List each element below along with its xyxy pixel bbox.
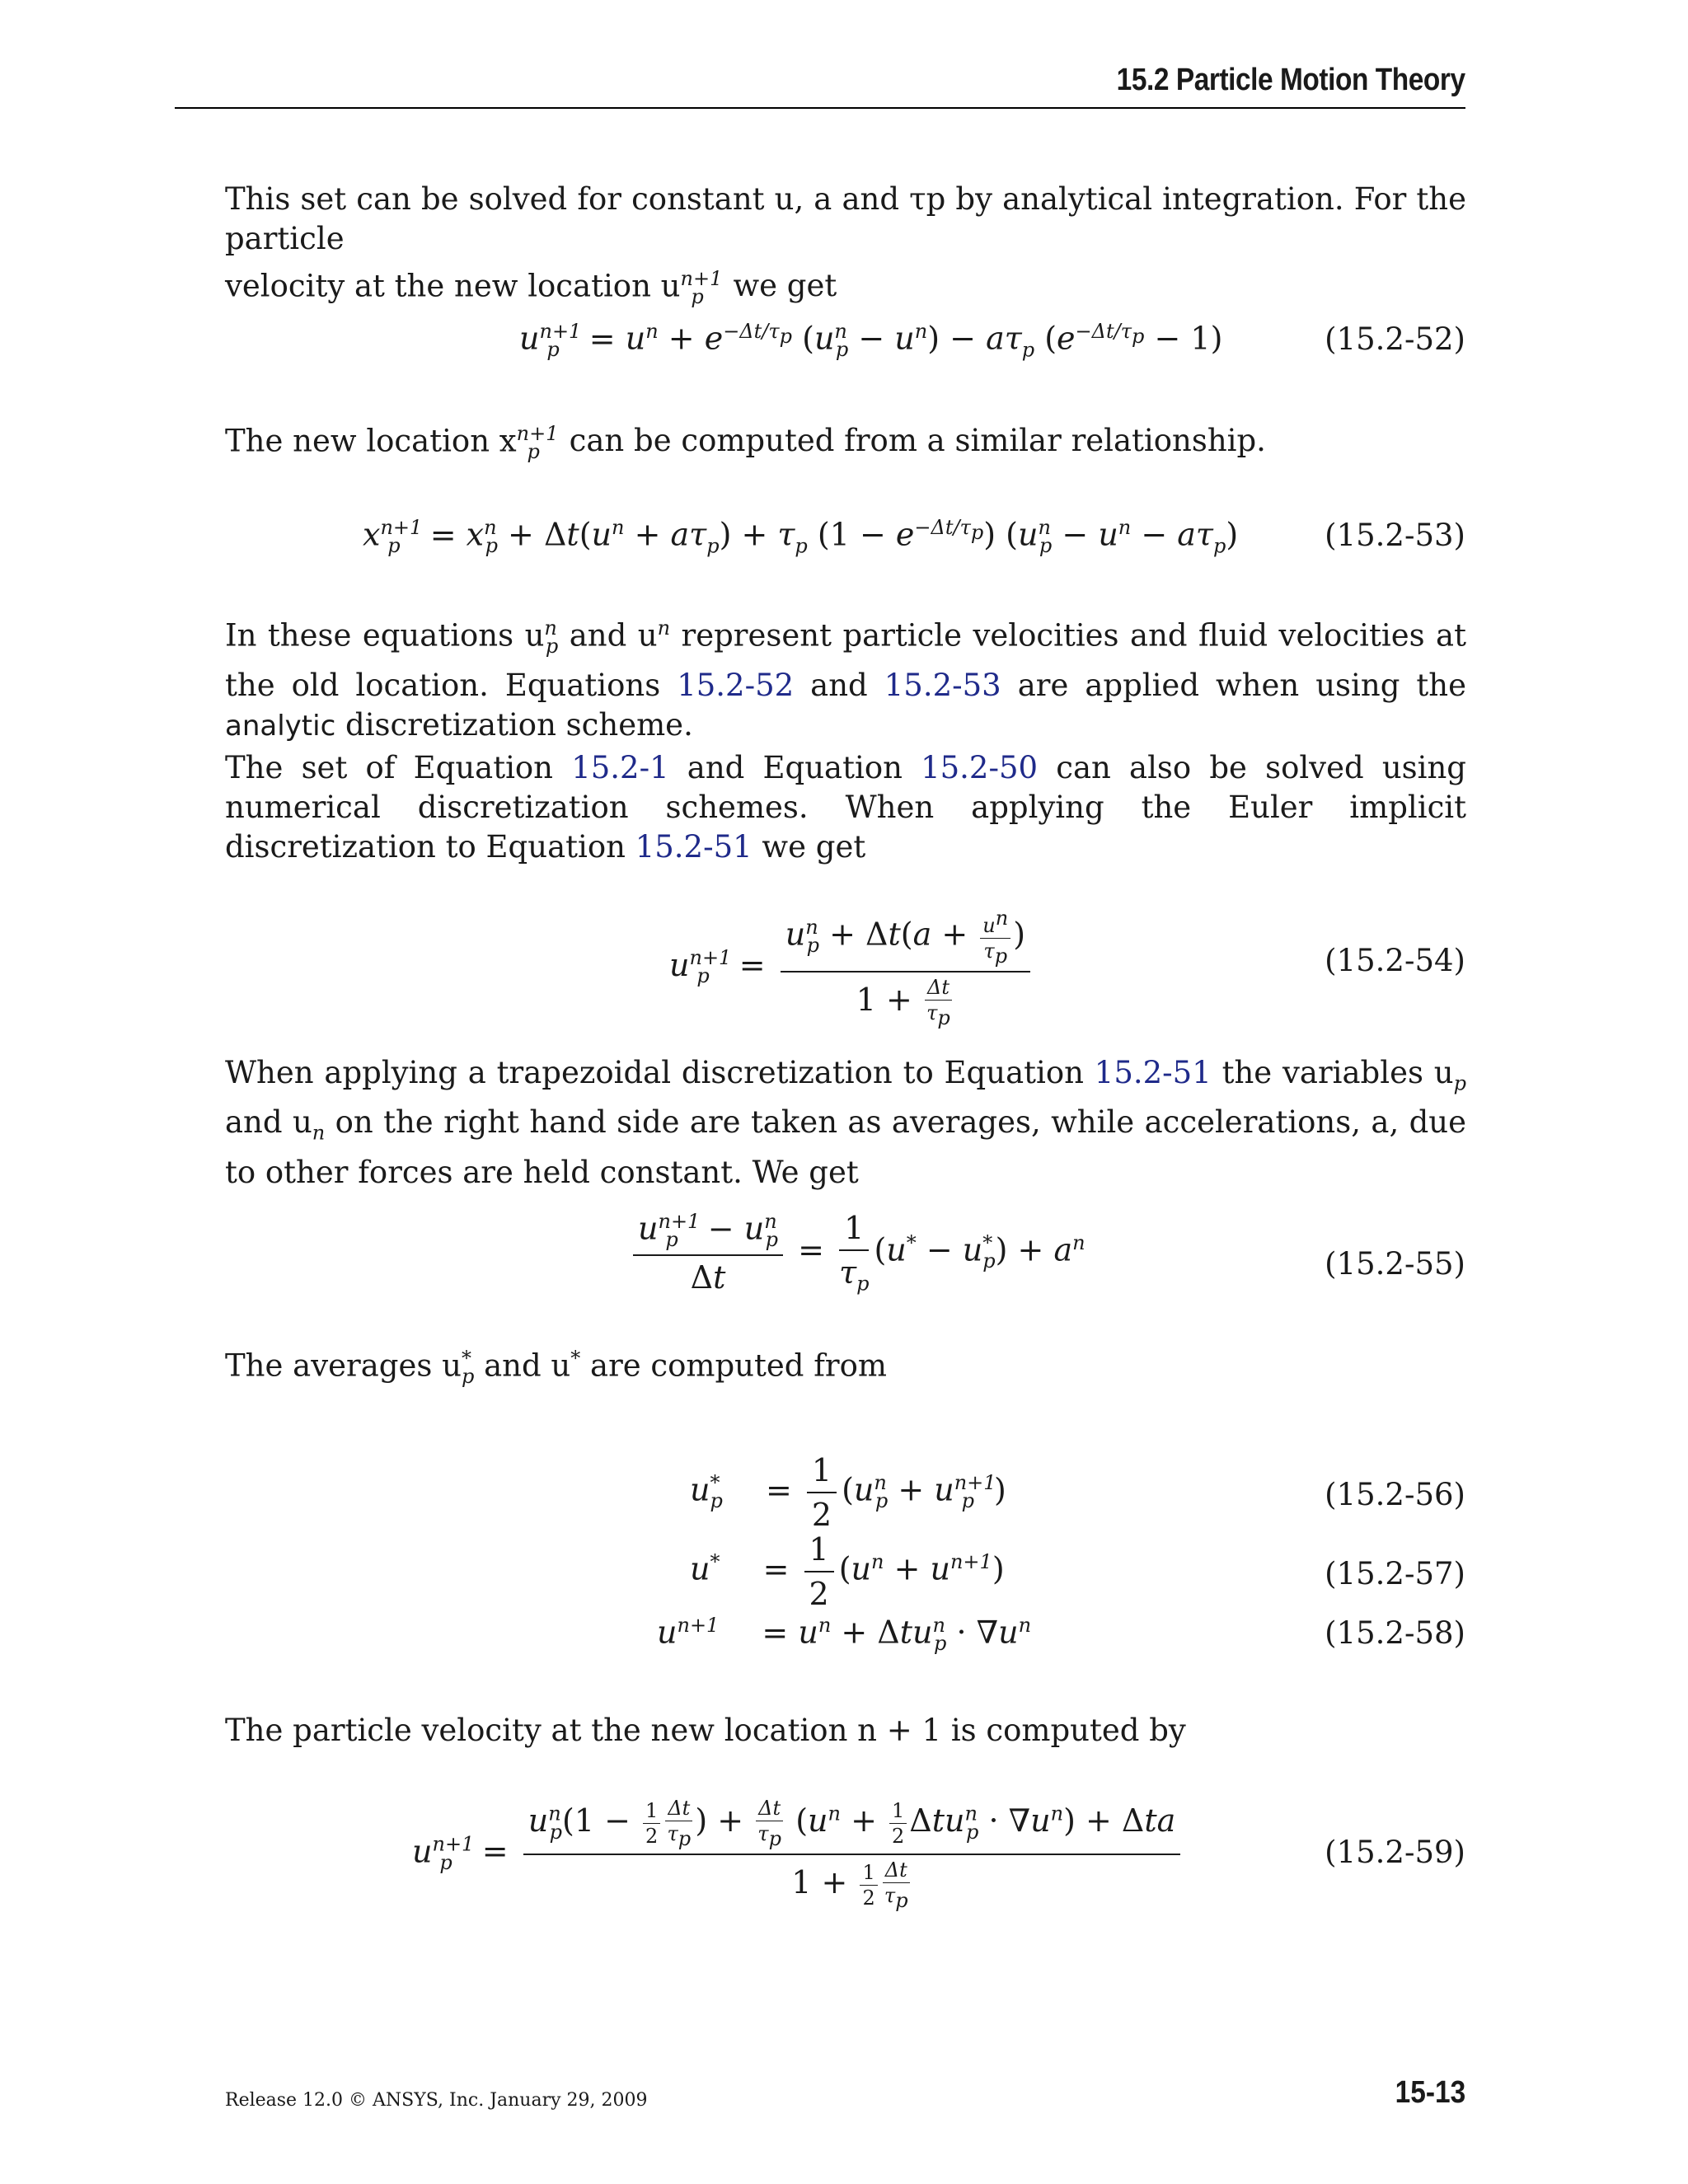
p1-line2-end: we get bbox=[723, 268, 837, 304]
eq-number: (15.2-53) bbox=[1325, 518, 1465, 553]
p3-a: In these equations u bbox=[225, 617, 545, 654]
p6-c: are computed from bbox=[580, 1347, 887, 1384]
p5-a: When applying a trapezoidal discretization to Equation bbox=[225, 1055, 1095, 1090]
link-eq-15-2-1[interactable]: 15.2-1 bbox=[571, 750, 669, 785]
equation-15-2-55: $\frac{u^{n+1}_p - u^n_p}{\Delta t}$ = $\frac{1}{\tau_p}$ $(u^* - u^*_p) + a^n$ (15.2-55) bbox=[175, 1210, 1465, 1325]
link-eq-15-2-50[interactable]: 15.2-50 bbox=[921, 750, 1039, 785]
p3-sup: n bbox=[544, 616, 557, 640]
p1-line1: This set can be solved for constant u, a and τp by analytical integration. For the particle bbox=[225, 181, 1466, 256]
page-number: 15-13 bbox=[1395, 2075, 1465, 2110]
eq-number: (15.2-58) bbox=[1325, 1615, 1465, 1651]
p6-b-sup: * bbox=[570, 1347, 581, 1370]
p3-f: discretization scheme. bbox=[335, 706, 693, 743]
paragraph-6 bbox=[225, 1338, 1466, 1396]
p2-text-a: The new location x bbox=[225, 423, 517, 459]
p1-line2: velocity at the new location u bbox=[225, 268, 681, 304]
p5-c-sub: n bbox=[312, 1121, 326, 1145]
paragraph-4 bbox=[225, 748, 1466, 867]
header-rule bbox=[175, 107, 1465, 109]
p3-e: are applied when using the bbox=[1001, 667, 1466, 703]
paragraph-3 bbox=[225, 608, 1466, 746]
equation-15-2-58: $u^{n+1} = u^n + \Delta tu^n_p \cdot \nabla u^n$ (15.2-58) bbox=[657, 1614, 1465, 1656]
p2-text-b: can be computed from a similar relationship. bbox=[559, 423, 1266, 459]
eq-number: (15.2-52) bbox=[1325, 321, 1465, 357]
p4-c: can also be solved using numerical discretization schemes. When applying the Euler implicit discretization to Equation bbox=[225, 750, 1466, 865]
link-eq-15-2-51-b[interactable]: 15.2-51 bbox=[1094, 1055, 1212, 1090]
p7-text: The particle velocity at the new location n + 1 is computed by bbox=[225, 1713, 1186, 1748]
p3-b-sup: n bbox=[657, 616, 671, 640]
p3-b: and u bbox=[558, 617, 658, 654]
equation-15-2-59: $u^{n+1}_p$ = $u^n_p(1$ − $\frac{1}{2}$ $\frac{\Delta t}{\tau_p}$ ) + $\frac{\Delta t}{\tau_p}$ ($u^n$ + $\frac{1}{2}$ $\Delta tu^n_p \cdot \nabla u^n) + \Delta ta$ 1 + $\frac{1}{2}$ $\frac{\Delta t}{\tau_p}$ (15.2-59) bbox=[412, 1797, 1465, 1912]
p1-sup: n+1 bbox=[680, 267, 723, 290]
p4-d: we get bbox=[752, 829, 866, 865]
p2-sup: n+1 bbox=[516, 422, 559, 445]
link-eq-15-2-53[interactable]: 15.2-53 bbox=[884, 667, 1001, 703]
eq-number: (15.2-57) bbox=[1325, 1556, 1465, 1591]
p3-d: and bbox=[794, 667, 884, 703]
equation-15-2-54: $u^{n+1}_p$ = $u^n_p + \Delta t(a$ + $\frac{u^n}{\tau_p}$ ) 1 + $\frac{\Delta t}{\tau_p}$ (15.2-54) bbox=[669, 907, 1465, 1029]
p5-d: on the right hand side are taken as averages, while accelerations, a, due to other forces are held constant. We get bbox=[225, 1104, 1466, 1190]
paragraph-5 bbox=[225, 1053, 1466, 1193]
eq-number: (15.2-54) bbox=[1325, 943, 1465, 978]
p6-sup: * bbox=[461, 1347, 471, 1370]
paragraph-2 bbox=[225, 414, 1466, 471]
paragraph-1 bbox=[225, 180, 1466, 316]
p4-b: and Equation bbox=[668, 750, 921, 785]
eq-number: (15.2-59) bbox=[1325, 1835, 1465, 1870]
p5-b: the variables u bbox=[1211, 1055, 1454, 1090]
p2-sub: p bbox=[527, 439, 540, 463]
eq-number: (15.2-55) bbox=[1325, 1246, 1465, 1282]
equation-15-2-56: $u^*_p$ = $\frac{1}{2}$ ($u^n_p + u^{n+1}_p$ ) (15.2-56) bbox=[690, 1452, 1465, 1533]
analytic-keyword: analytic bbox=[225, 709, 336, 743]
equation-15-2-57: u* = $\frac{1}{2}$ $(u^n + u^{n+1})$ (15.2-57) bbox=[690, 1531, 1465, 1612]
p5-b-sub: p bbox=[1453, 1071, 1466, 1095]
link-eq-15-2-52[interactable]: 15.2-52 bbox=[677, 667, 795, 703]
p5-c: and u bbox=[225, 1104, 312, 1141]
header-title: 15.2 Particle Motion Theory bbox=[1117, 63, 1465, 97]
p6-sub: p bbox=[461, 1364, 475, 1388]
paragraph-7 bbox=[225, 1711, 1466, 1750]
equation-15-2-52: $u^{n+1}_p = u^n + e^{-\Delta t/\tau_p}$ $(u^n_p - u^n) - a\tau_p$ $(e^{-\Delta t/\tau_p} - 1)$ (15.2-52) bbox=[519, 320, 1465, 362]
eq-number: (15.2-56) bbox=[1325, 1477, 1465, 1512]
p6-a: The averages u bbox=[225, 1347, 462, 1384]
p4-a: The set of Equation bbox=[225, 750, 572, 785]
p3-sub: p bbox=[545, 634, 559, 658]
p1-sub: p bbox=[691, 284, 704, 308]
p6-b: and u bbox=[474, 1347, 571, 1384]
footer-release: Release 12.0 © ANSYS, Inc. January 29, 2009 bbox=[225, 2090, 648, 2111]
equation-15-2-53: $x^{n+1}_p = x^n_p + \Delta t(u^n + a\tau_p) + \tau_p$ $(1 - e^{-\Delta t/\tau_p})$ $(u^n_p - u^n - a\tau_p)$ (15.2-53) bbox=[363, 516, 1465, 558]
link-eq-15-2-51[interactable]: 15.2-51 bbox=[635, 829, 753, 865]
p3-c: represent particle velocities and fluid velocities at the old location. Equations bbox=[225, 617, 1466, 703]
